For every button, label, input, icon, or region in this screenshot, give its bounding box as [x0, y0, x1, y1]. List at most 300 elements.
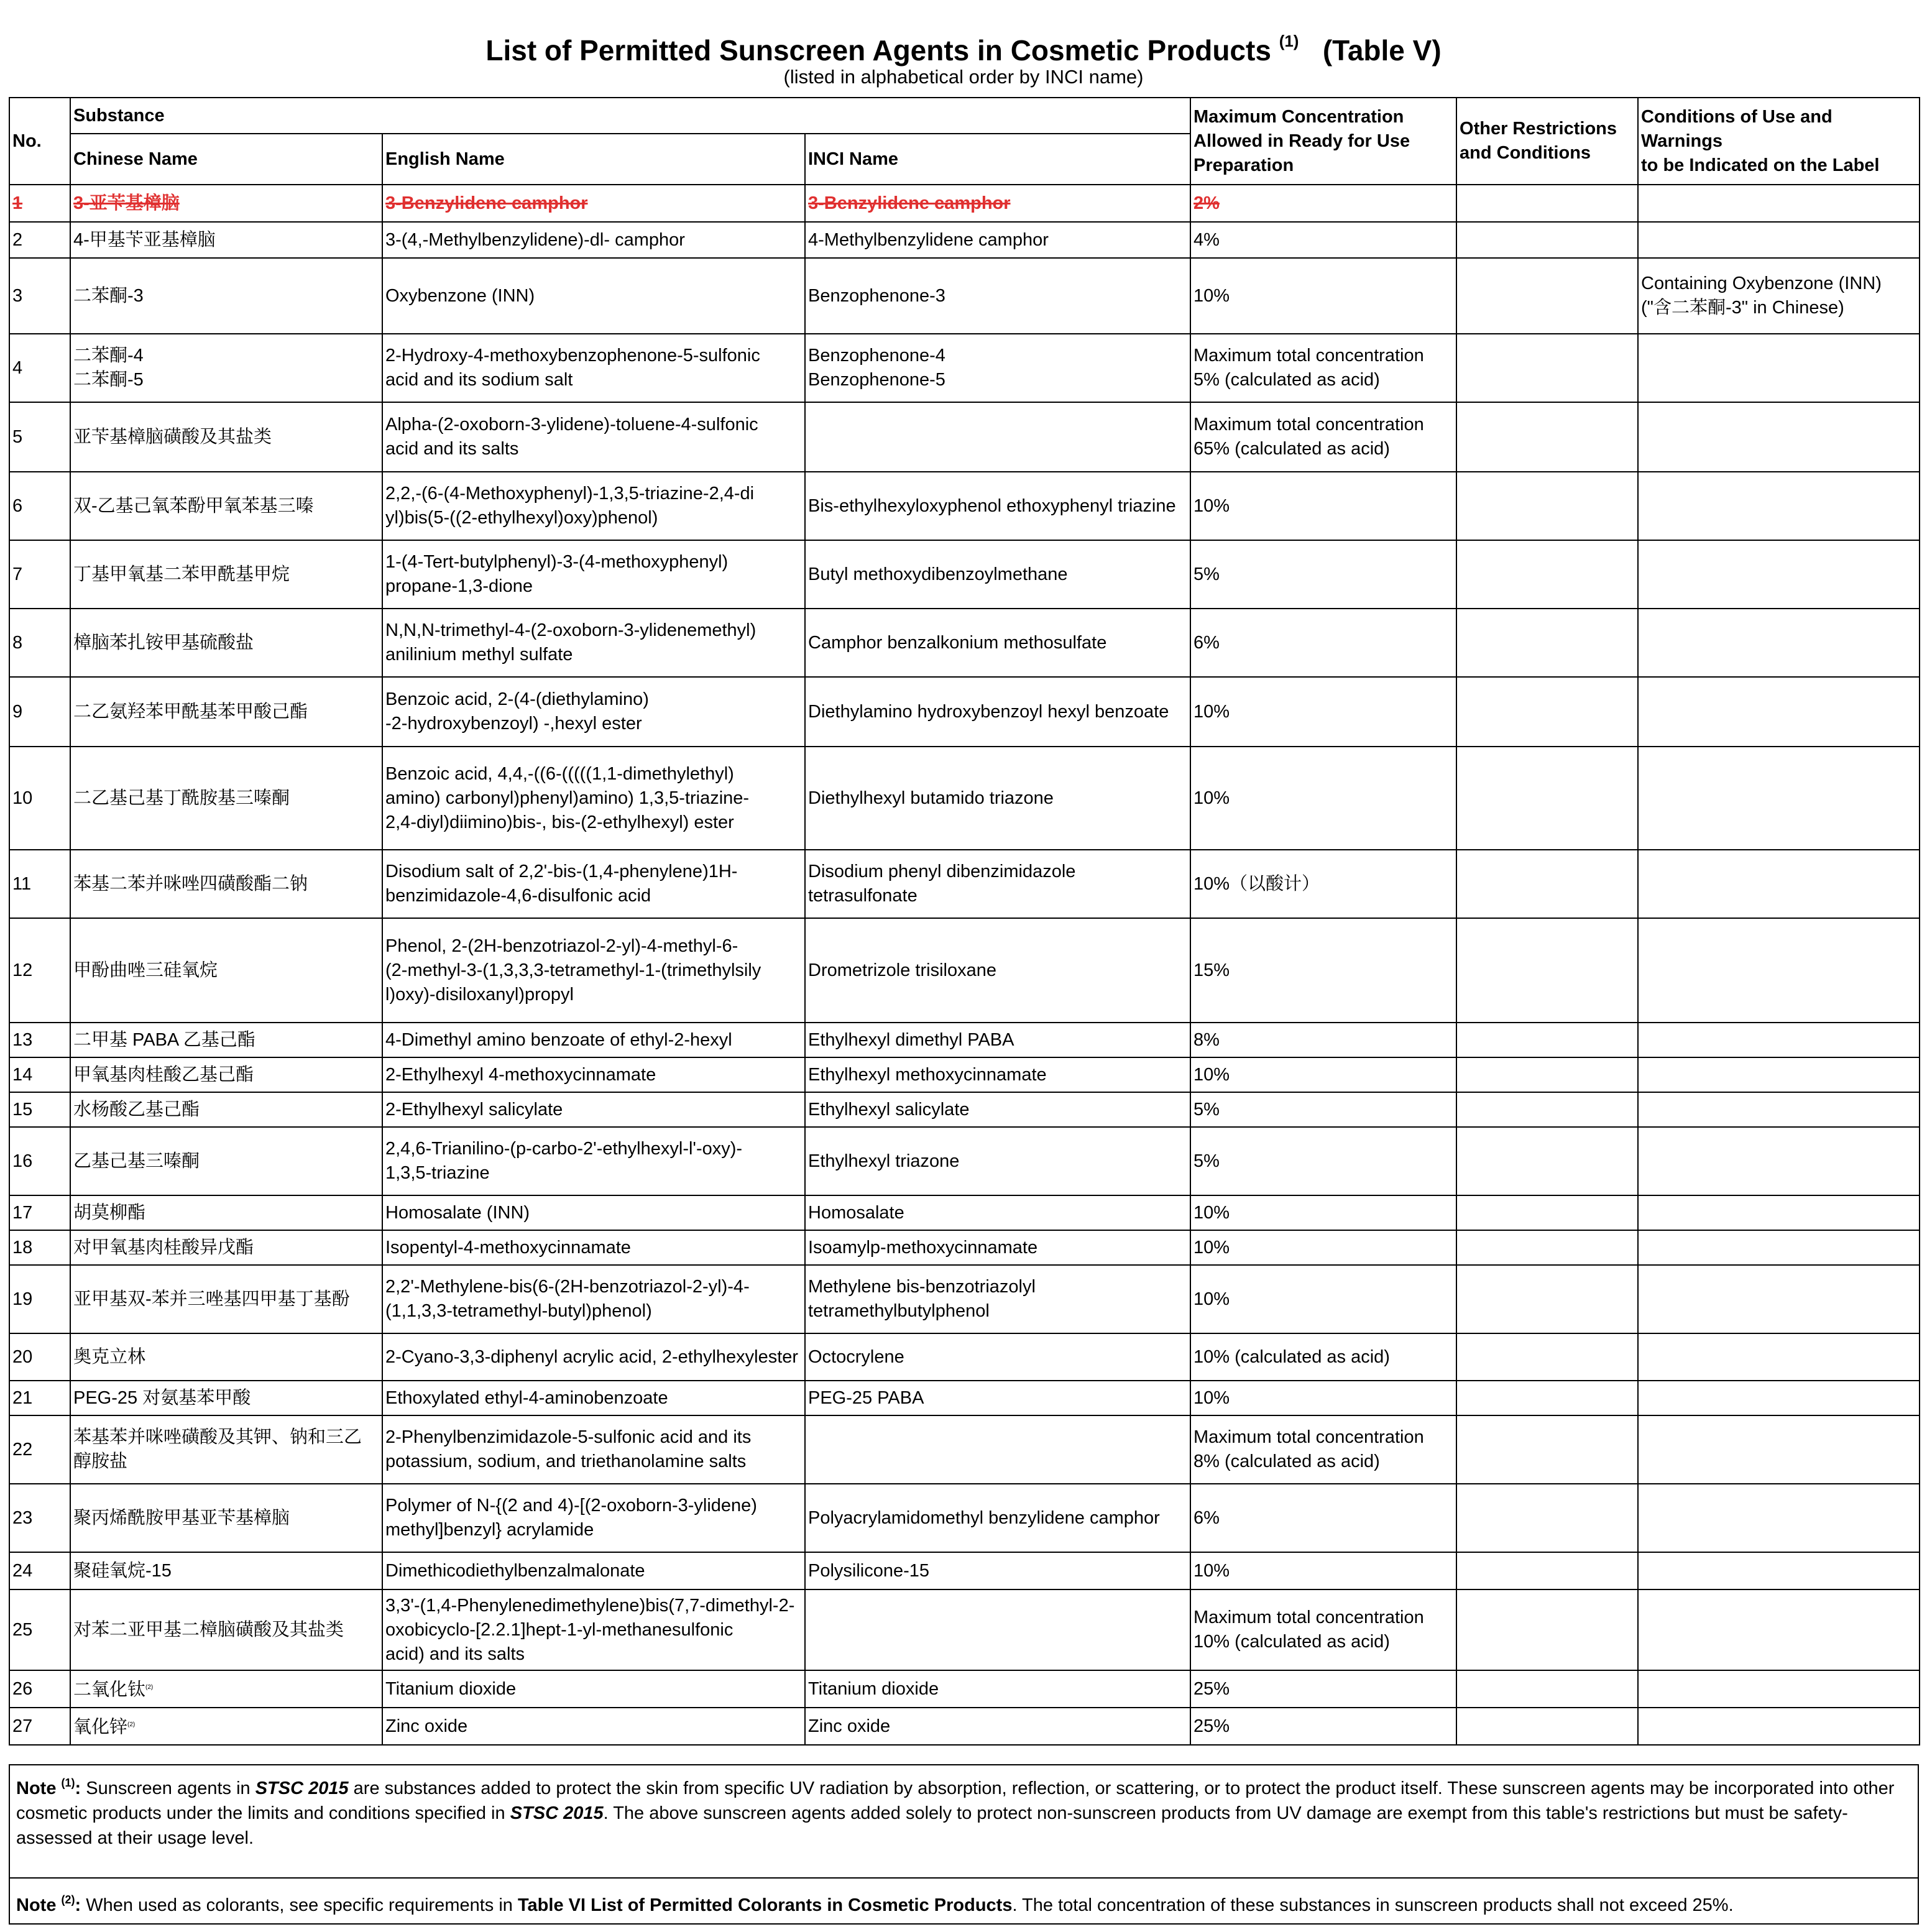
cell-english-name-line: 2-Phenylbenzimidazole-5-sulfonic acid and its [385, 1427, 752, 1447]
table-row [9, 472, 1920, 540]
note-footnote-ref: (1) [61, 1777, 75, 1789]
cell-no: 12 [9, 918, 70, 1023]
cell-inci-name-line: Drometrizole trisiloxane [808, 960, 996, 980]
cell-chinese-name-line: 氧化锌 [73, 1717, 128, 1737]
cell-chinese-name [70, 1230, 382, 1265]
cell-inci-name [805, 1708, 1190, 1745]
cell-conditions-of-use [1638, 258, 1920, 334]
cell-inci-name-line: Benzophenone-5 [808, 370, 945, 390]
table-row [9, 1708, 1920, 1745]
cell-no: 16 [9, 1127, 70, 1195]
footnote-ref: (2) [145, 1684, 154, 1691]
cell-english-name-line: Oxybenzone (INN) [385, 285, 535, 306]
cell-chinese-name-line: 二乙基己基丁酰胺基三嗪酮 [73, 788, 290, 808]
cell-chinese-name-line: 3-亚苄基樟脑 [73, 193, 180, 213]
cell-chinese-name-line: 乙基己基三嗪酮 [73, 1151, 200, 1171]
cell-other-restrictions [1456, 1057, 1638, 1092]
cell-no: 25 [9, 1589, 70, 1670]
cell-inci-name [805, 222, 1190, 258]
footnote-ref: (2) [127, 1721, 136, 1729]
cell-max-concentration [1190, 222, 1456, 258]
cell-inci-name [805, 1670, 1190, 1708]
table-row [9, 402, 1920, 472]
cell-no: 10 [9, 747, 70, 850]
cell-english-name [382, 1195, 805, 1230]
cell-inci-name-line: Ethylhexyl salicylate [808, 1099, 970, 1120]
cell-conditions-of-use [1638, 609, 1920, 677]
cell-max-concentration [1190, 1708, 1456, 1745]
cell-chinese-name-line: 甲酚曲唑三硅氧烷 [73, 960, 218, 980]
cell-inci-name [805, 185, 1190, 222]
cell-max-concentration-line: 8% (calculated as acid) [1193, 1451, 1380, 1471]
cell-max-concentration-line: 25% [1193, 1716, 1230, 1736]
cell-max-concentration [1190, 1415, 1456, 1484]
cell-chinese-name [70, 1708, 382, 1745]
cell-english-name [382, 472, 805, 540]
cell-chinese-name [70, 222, 382, 258]
cell-max-concentration [1190, 1265, 1456, 1333]
cell-chinese-name-line: 丁基甲氧基二苯甲酰基甲烷 [73, 564, 290, 584]
cell-inci-name [805, 1589, 1190, 1670]
cell-max-concentration-line: Maximum total concentration [1193, 1427, 1424, 1447]
note-text: are substances added to protect the skin from specific UV radiation by absorption, reflection, or scattering, or to protect the product itself. These sunscreen agents may be incorporated into other cosmetic products under the limits and conditions specified in [16, 1778, 1895, 1823]
cell-max-concentration-line: 65% (calculated as acid) [1193, 439, 1390, 459]
cell-inci-name [805, 1552, 1190, 1589]
cell-chinese-name-line: 二苯酮-3 [73, 285, 144, 306]
cell-max-concentration [1190, 1552, 1456, 1589]
table-row [9, 1265, 1920, 1333]
cell-no: 24 [9, 1552, 70, 1589]
cell-no: 7 [9, 540, 70, 609]
cell-conditions-of-use [1638, 222, 1920, 258]
cell-english-name-line: acid and its sodium salt [385, 370, 573, 390]
cell-no: 27 [9, 1708, 70, 1745]
cell-inci-name-line: Titanium dioxide [808, 1678, 939, 1699]
cell-english-name-line: -2-hydroxybenzoyl) -,hexyl ester [385, 714, 642, 734]
cell-other-restrictions [1456, 402, 1638, 472]
note-label: Note [16, 1778, 57, 1798]
cell-max-concentration-line: 10% [1193, 1560, 1230, 1581]
header-conditions-of-use: Conditions of Use and Warnings to be Indicated on the Label [1638, 98, 1920, 185]
cell-english-name [382, 1484, 805, 1552]
cell-chinese-name [70, 918, 382, 1023]
cell-english-name-line: Homosalate (INN) [385, 1202, 530, 1223]
cell-inci-name [805, 402, 1190, 472]
cell-other-restrictions [1456, 472, 1638, 540]
cell-inci-name [805, 1195, 1190, 1230]
header-no: No. [9, 98, 70, 185]
sunscreen-table [9, 97, 1920, 1746]
cell-inci-name-line: tetramethylbutylphenol [808, 1301, 990, 1321]
cell-chinese-name-line: 醇胺盐 [73, 1451, 128, 1471]
cell-english-name [382, 1023, 805, 1057]
cell-no: 26 [9, 1670, 70, 1708]
cell-inci-name [805, 747, 1190, 850]
table-row [9, 609, 1920, 677]
cell-chinese-name-line: 二乙氨羟苯甲酰基苯甲酸己酯 [73, 701, 308, 722]
cell-inci-name-line: tetrasulfonate [808, 886, 918, 906]
cell-chinese-name-line: 二氧化钛 [73, 1680, 146, 1700]
cell-english-name [382, 1552, 805, 1589]
table-row [9, 222, 1920, 258]
cell-inci-name [805, 1484, 1190, 1552]
cell-english-name-line: 2-Cyano-3,3-diphenyl acrylic acid, 2-ethylhexylester [385, 1346, 799, 1367]
cell-conditions-of-use [1638, 677, 1920, 747]
cell-english-name-line: 1-(4-Tert-butylphenyl)-3-(4-methoxyphenyl) [385, 552, 729, 572]
cell-max-concentration [1190, 185, 1456, 222]
cell-other-restrictions [1456, 918, 1638, 1023]
document-title [9, 19, 1918, 67]
cell-chinese-name [70, 1265, 382, 1333]
cell-english-name [382, 609, 805, 677]
cell-english-name-line: Disodium salt of 2,2'-bis-(1,4-phenylene)1H- [385, 862, 738, 881]
cell-english-name-line: Phenol, 2-(2H-benzotriazol-2-yl)-4-methyl-6- [385, 936, 738, 956]
cell-english-name-line: anilinium methyl sulfate [385, 645, 573, 665]
cell-inci-name-line: Disodium phenyl dibenzimidazole [808, 862, 1076, 881]
cell-max-concentration [1190, 1195, 1456, 1230]
cell-inci-name [805, 609, 1190, 677]
cell-english-name-line: amino) carbonyl)phenyl)amino) 1,3,5-triazine- [385, 788, 750, 808]
cell-max-concentration-line: 10% [1193, 1289, 1230, 1309]
table-row [9, 1333, 1920, 1381]
cell-conditions-of-use [1638, 334, 1920, 402]
cell-english-name [382, 222, 805, 258]
document-subtitle: (listed in alphabetical order by INCI name) [783, 66, 1144, 88]
cell-conditions-of-use [1638, 1589, 1920, 1670]
table-row [9, 1092, 1920, 1127]
cell-english-name [382, 1127, 805, 1195]
cell-max-concentration-line: 5% [1193, 564, 1220, 584]
cell-inci-name-line: Ethylhexyl triazone [808, 1151, 960, 1171]
cell-no: 14 [9, 1057, 70, 1092]
cell-other-restrictions [1456, 1195, 1638, 1230]
title-table-label: (Table V) [1322, 34, 1442, 67]
cell-chinese-name-line: 二苯酮-4 [73, 346, 144, 366]
cell-other-restrictions [1456, 540, 1638, 609]
cell-no: 8 [9, 609, 70, 677]
cell-inci-name [805, 334, 1190, 402]
cell-chinese-name-line: 樟脑苯扎铵甲基硫酸盐 [73, 632, 254, 653]
cell-chinese-name-line: 水杨酸乙基己酯 [73, 1099, 200, 1120]
note-text: Table VI List of Permitted Colorants in Cosmetic Products [517, 1895, 1013, 1915]
cell-inci-name-line: Polysilicone-15 [808, 1560, 930, 1581]
table-row [9, 918, 1920, 1023]
cell-chinese-name-line: 胡莫柳酯 [73, 1202, 146, 1223]
cell-chinese-name [70, 747, 382, 850]
table-row [9, 1023, 1920, 1057]
note-text: STSC 2015 [255, 1778, 349, 1798]
cell-conditions-of-use [1638, 1381, 1920, 1415]
cell-english-name-line: benzimidazole-4,6-disulfonic acid [385, 886, 651, 906]
cell-chinese-name-line: 亚苄基樟脑磺酸及其盐类 [73, 426, 272, 447]
cell-chinese-name [70, 185, 382, 222]
cell-other-restrictions [1456, 1552, 1638, 1589]
cell-max-concentration-line: 10%（以酸计） [1193, 873, 1320, 894]
cell-inci-name [805, 677, 1190, 747]
cell-english-name-line: Zinc oxide [385, 1716, 468, 1736]
cell-chinese-name [70, 1127, 382, 1195]
cell-chinese-name [70, 1333, 382, 1381]
cell-max-concentration [1190, 609, 1456, 677]
cell-max-concentration-line: 10% [1193, 788, 1230, 808]
header-max-concentration: Maximum Concentration Allowed in Ready for Use Preparation [1190, 98, 1456, 185]
cell-conditions-of-use [1638, 1023, 1920, 1057]
cell-english-name-line: Polymer of N-{(2 and 4)-[(2-oxoborn-3-ylidene) [385, 1496, 757, 1516]
cell-inci-name-line: Diethylamino hydroxybenzoyl hexyl benzoate [808, 701, 1169, 722]
cell-other-restrictions [1456, 1023, 1638, 1057]
table-row [9, 1127, 1920, 1195]
cell-english-name [382, 1670, 805, 1708]
cell-chinese-name-line: 4-甲基苄亚基樟脑 [73, 229, 216, 250]
cell-other-restrictions [1456, 1381, 1638, 1415]
cell-max-concentration-line: 5% [1193, 1151, 1220, 1171]
note-text: Sunscreen agents in [81, 1778, 255, 1798]
cell-english-name-line: 2,2'-Methylene-bis(6-(2H-benzotriazol-2-yl)-4- [385, 1277, 750, 1297]
cell-inci-name-line: Diethylhexyl butamido triazone [808, 788, 1054, 808]
cell-english-name-line: 2-Ethylhexyl salicylate [385, 1099, 563, 1120]
cell-chinese-name [70, 1381, 382, 1415]
cell-inci-name-line: Benzophenone-3 [808, 285, 945, 306]
cell-other-restrictions [1456, 334, 1638, 402]
cell-max-concentration [1190, 850, 1456, 918]
cell-chinese-name-line: 苯基二苯并咪唑四磺酸酯二钠 [73, 873, 308, 894]
note-colon: : [75, 1778, 81, 1798]
cell-conditions-of-use [1638, 1333, 1920, 1381]
cell-no: 1 [9, 185, 70, 222]
cell-english-name-line: l)oxy)-disiloxanyl)propyl [385, 984, 574, 1005]
cell-chinese-name-line: 二甲基 PABA 乙基己酯 [73, 1029, 255, 1050]
cell-conditions-of-use [1638, 540, 1920, 609]
cell-inci-name-line: Benzophenone-4 [808, 346, 945, 366]
cell-no: 3 [9, 258, 70, 334]
cell-chinese-name [70, 1195, 382, 1230]
cell-english-name-line: Alpha-(2-oxoborn-3-ylidene)-toluene-4-sulfonic [385, 415, 758, 435]
cell-inci-name [805, 1333, 1190, 1381]
table-row [9, 258, 1920, 334]
cell-chinese-name [70, 609, 382, 677]
cell-max-concentration-line: 10% [1193, 495, 1230, 516]
table-row [9, 1195, 1920, 1230]
header-english-name: English Name [382, 134, 805, 185]
cell-max-concentration [1190, 1023, 1456, 1057]
cell-max-concentration [1190, 402, 1456, 472]
cell-conditions-of-use [1638, 472, 1920, 540]
cell-chinese-name [70, 472, 382, 540]
cell-max-concentration [1190, 540, 1456, 609]
cell-max-concentration [1190, 258, 1456, 334]
cell-inci-name-line: Octocrylene [808, 1346, 904, 1367]
cell-english-name-line: Isopentyl-4-methoxycinnamate [385, 1237, 631, 1258]
cell-chinese-name [70, 1589, 382, 1670]
title-footnote-ref: (1) [1279, 32, 1299, 50]
cell-english-name-line: Benzoic acid, 4,4,-((6-(((((1,1-dimethylethyl) [385, 763, 734, 784]
cell-english-name [382, 258, 805, 334]
cell-max-concentration [1190, 1670, 1456, 1708]
cell-max-concentration [1190, 1333, 1456, 1381]
cell-inci-name [805, 1415, 1190, 1484]
cell-max-concentration [1190, 918, 1456, 1023]
cell-inci-name-line: Butyl methoxydibenzoylmethane [808, 564, 1068, 584]
cell-english-name [382, 185, 805, 222]
cell-chinese-name [70, 850, 382, 918]
cell-english-name [382, 1265, 805, 1333]
cell-english-name-line: yl)bis(5-((2-ethylhexyl)oxy)phenol) [385, 508, 658, 528]
cell-english-name-line: N,N,N-trimethyl-4-(2-oxoborn-3-ylidenemethyl) [385, 620, 757, 640]
cell-other-restrictions [1456, 222, 1638, 258]
cell-max-concentration-line: 10% [1193, 1202, 1230, 1223]
table-row [9, 747, 1920, 850]
cell-no: 13 [9, 1023, 70, 1057]
cell-english-name [382, 1708, 805, 1745]
cell-other-restrictions [1456, 1265, 1638, 1333]
cell-max-concentration [1190, 1589, 1456, 1670]
cell-chinese-name-line: 奥克立林 [73, 1346, 146, 1367]
cell-inci-name-line: Zinc oxide [808, 1716, 891, 1736]
cell-inci-name [805, 1023, 1190, 1057]
cell-inci-name [805, 1265, 1190, 1333]
cell-inci-name [805, 540, 1190, 609]
cell-english-name-line: 3-(4,-Methylbenzylidene)-dl- camphor [385, 229, 685, 250]
header-chinese-name: Chinese Name [70, 134, 382, 185]
cell-conditions-of-use [1638, 1230, 1920, 1265]
cell-inci-name-line: Isoamylp-methoxycinnamate [808, 1237, 1038, 1258]
cell-conditions-of-use [1638, 185, 1920, 222]
table-row [9, 1552, 1920, 1589]
cell-no: 11 [9, 850, 70, 918]
cell-conditions-of-use [1638, 747, 1920, 850]
cell-english-name [382, 918, 805, 1023]
cell-max-concentration-line: 5% [1193, 1099, 1220, 1120]
cell-english-name-line: methyl]benzyl} acrylamide [385, 1520, 594, 1540]
table-row [9, 1230, 1920, 1265]
note-text: . The total concentration of these substances in sunscreen products shall not exceed 25%. [1012, 1895, 1734, 1915]
cell-english-name-line: oxobicyclo-[2.2.1]hept-1-yl-methanesulfonic [385, 1619, 734, 1640]
table-row [9, 185, 1920, 222]
cell-no: 23 [9, 1484, 70, 1552]
cell-other-restrictions [1456, 1333, 1638, 1381]
cell-max-concentration [1190, 1127, 1456, 1195]
table-row [9, 1589, 1920, 1670]
cell-english-name-line: 2,2,-(6-(4-Methoxyphenyl)-1,3,5-triazine-2,4-di [385, 484, 755, 504]
cell-other-restrictions [1456, 677, 1638, 747]
cell-chinese-name-line: PEG-25 对氨基苯甲酸 [73, 1387, 251, 1408]
cell-english-name-line: (2-methyl-3-(1,3,3,3-tetramethyl-1-(trimethylsily [385, 960, 761, 980]
cell-other-restrictions [1456, 1670, 1638, 1708]
cell-english-name-line: 2-Hydroxy-4-methoxybenzophenone-5-sulfonic [385, 346, 760, 366]
cell-english-name-line: acid and its salts [385, 439, 519, 459]
cell-max-concentration-line: 8% [1193, 1029, 1220, 1050]
cell-max-concentration-line: Maximum total concentration [1193, 415, 1424, 435]
cell-no: 4 [9, 334, 70, 402]
cell-inci-name [805, 1092, 1190, 1127]
cell-english-name-line: 1,3,5-triazine [385, 1163, 490, 1183]
cell-english-name-line: 3,3'-(1,4-Phenylenedimethylene)bis(7,7-dimethyl-2- [385, 1595, 795, 1616]
note-footnote-ref: (2) [61, 1893, 75, 1906]
cell-inci-name-line: Bis-ethylhexyloxyphenol ethoxyphenyl triazine [808, 495, 1176, 516]
cell-english-name [382, 850, 805, 918]
note-text: . The above sunscreen agents added solely to protect non-sunscreen products from UV damage are exempt from this table's restrictions but must be safety-assessed at their usage level. [16, 1803, 1848, 1848]
table-row [9, 1484, 1920, 1552]
cell-inci-name-line: Methylene bis-benzotriazolyl [808, 1277, 1036, 1297]
cell-conditions-of-use [1638, 1552, 1920, 1589]
cell-chinese-name-line: 对甲氧基肉桂酸异戊酯 [73, 1237, 254, 1258]
cell-chinese-name [70, 334, 382, 402]
cell-other-restrictions [1456, 258, 1638, 334]
cell-inci-name-line: Ethylhexyl dimethyl PABA [808, 1029, 1014, 1050]
cell-english-name [382, 677, 805, 747]
cell-no: 20 [9, 1333, 70, 1381]
cell-chinese-name [70, 258, 382, 334]
cell-other-restrictions [1456, 1415, 1638, 1484]
cell-inci-name [805, 918, 1190, 1023]
cell-english-name-line: 4-Dimethyl amino benzoate of ethyl-2-hexyl [385, 1029, 732, 1050]
cell-max-concentration-line: 10% (calculated as acid) [1193, 1632, 1390, 1652]
cell-inci-name-line: Camphor benzalkonium methosulfate [808, 632, 1107, 653]
note-label: Note [16, 1895, 57, 1915]
cell-conditions-of-use [1638, 1265, 1920, 1333]
cell-max-concentration-line: 10% [1193, 1237, 1230, 1258]
cell-conditions-of-use [1638, 1092, 1920, 1127]
cell-inci-name-line: Homosalate [808, 1202, 904, 1223]
cell-english-name-line: (1,1,3,3-tetramethyl-butyl)phenol) [385, 1301, 652, 1321]
table-row [9, 1670, 1920, 1708]
cell-conditions-of-use [1638, 850, 1920, 918]
note-colon: : [75, 1895, 81, 1915]
cell-chinese-name [70, 1552, 382, 1589]
table-row [9, 1415, 1920, 1484]
cell-conditions-of-use [1638, 918, 1920, 1023]
cell-inci-name-line: Ethylhexyl methoxycinnamate [808, 1064, 1047, 1085]
table-row [9, 850, 1920, 918]
cell-inci-name [805, 850, 1190, 918]
header-inci-name: INCI Name [805, 134, 1190, 185]
cell-chinese-name [70, 1023, 382, 1057]
note-2 [9, 1879, 1919, 1925]
cell-chinese-name [70, 1415, 382, 1484]
cell-other-restrictions [1456, 609, 1638, 677]
cell-max-concentration-line: 6% [1193, 1507, 1220, 1528]
cell-no: 22 [9, 1415, 70, 1484]
cell-conditions-of-use [1638, 1708, 1920, 1745]
cell-chinese-name [70, 1057, 382, 1092]
cell-inci-name-line: 4-Methylbenzylidene camphor [808, 229, 1049, 250]
cell-english-name-line: 2-Ethylhexyl 4-methoxycinnamate [385, 1064, 656, 1085]
cell-max-concentration [1190, 472, 1456, 540]
cell-other-restrictions [1456, 185, 1638, 222]
cell-english-name [382, 1092, 805, 1127]
cell-max-concentration-line: 4% [1193, 229, 1220, 250]
cell-english-name-line: 2,4,6-Trianilino-(p-carbo-2'-ethylhexyl-l'-oxy)- [385, 1139, 743, 1159]
cell-max-concentration [1190, 1092, 1456, 1127]
cell-conditions-of-use [1638, 402, 1920, 472]
cell-conditions-of-use-line: ("含二苯酮-3" in Chinese) [1641, 298, 1844, 318]
cell-inci-name [805, 1127, 1190, 1195]
cell-english-name [382, 402, 805, 472]
cell-max-concentration-line: 10% [1193, 1387, 1230, 1408]
cell-conditions-of-use [1638, 1415, 1920, 1484]
cell-max-concentration-line: 25% [1193, 1678, 1230, 1699]
cell-max-concentration-line: 2% [1193, 193, 1220, 213]
cell-inci-name [805, 1057, 1190, 1092]
cell-no: 17 [9, 1195, 70, 1230]
cell-inci-name-line: PEG-25 PABA [808, 1387, 924, 1408]
cell-chinese-name [70, 540, 382, 609]
cell-no: 6 [9, 472, 70, 540]
cell-chinese-name [70, 677, 382, 747]
note-text: When used as colorants, see specific requirements in [81, 1895, 518, 1915]
cell-other-restrictions [1456, 747, 1638, 850]
cell-english-name-line: propane-1,3-dione [385, 576, 533, 596]
